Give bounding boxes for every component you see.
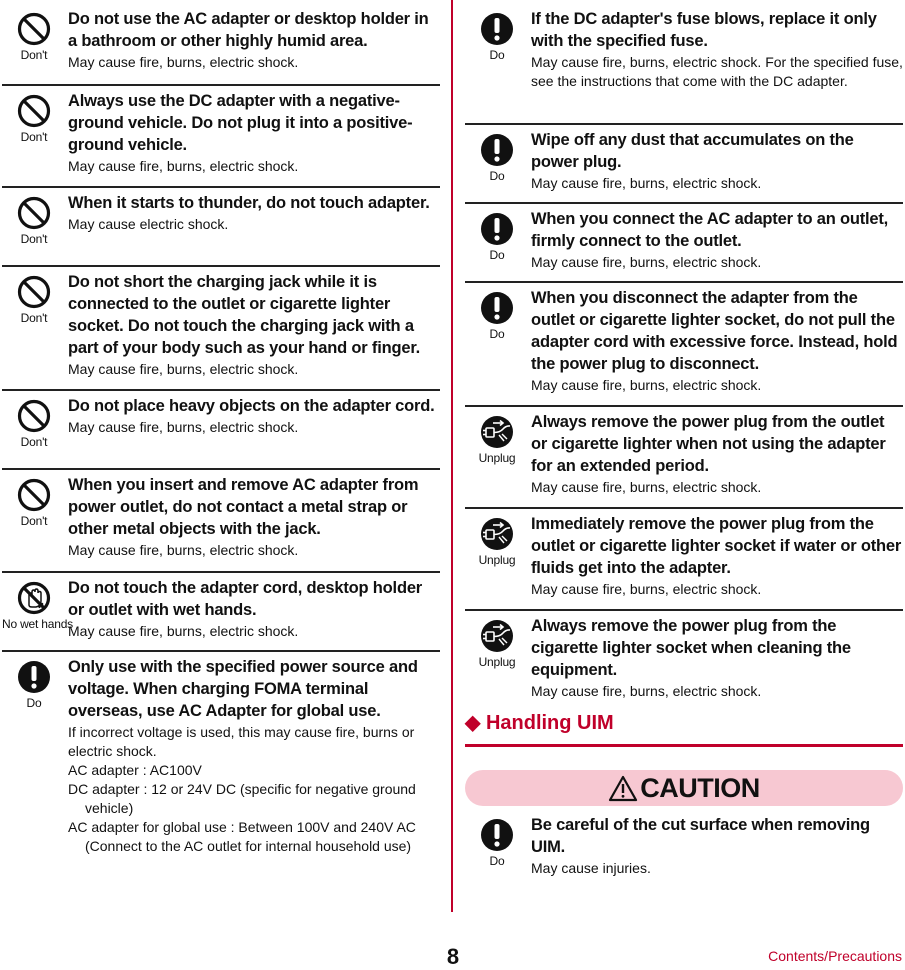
icon-label: Don't: [20, 311, 48, 325]
item-description: May cause fire, burns, electric shock.: [68, 419, 299, 435]
spec-item: AC adapter : AC100V: [68, 762, 202, 778]
mandatory-icon: [480, 133, 514, 167]
precaution-item: [2, 468, 440, 571]
item-title: When you insert and remove AC adapter from power outlet, do not contact a metal strap or other metal objects with the jack.: [68, 476, 419, 538]
no-wet-hands-icon: [17, 581, 51, 615]
item-description: May cause fire, burns, electric shock.: [531, 175, 762, 191]
page-number: 8: [446, 944, 460, 969]
icon-label: Do: [489, 169, 505, 183]
spec-item: AC adapter for global use : Between 100V and 240V AC (Connect to the AC outlet for internal household use): [68, 819, 416, 854]
icon-label: Unplug: [478, 655, 516, 669]
precaution-item: [465, 4, 903, 121]
icon-label: Don't: [20, 130, 48, 144]
precaution-item: [465, 405, 903, 507]
item-title: Always remove the power plug from the cigarette lighter socket when cleaning the equipment.: [531, 617, 851, 679]
precaution-item: [2, 650, 440, 882]
icon-label: No wet hands: [2, 617, 73, 631]
item-title: If the DC adapter's fuse blows, replace it only with the specified fuse.: [531, 10, 877, 50]
voltage-spec-list: [68, 761, 440, 856]
unplug-icon: [480, 619, 514, 653]
item-title: Do not use the AC adapter or desktop holder in a bathroom or other highly humid area.: [68, 10, 429, 50]
prohibition-icon: [17, 94, 51, 128]
item-title: Wipe off any dust that accumulates on the power plug.: [531, 131, 854, 171]
icon-label: Don't: [20, 232, 48, 246]
precaution-item: [465, 281, 903, 405]
item-title: Do not touch the adapter cord, desktop holder or outlet with wet hands.: [68, 579, 423, 619]
mandatory-icon: [17, 660, 51, 694]
item-title: Always use the DC adapter with a negative-ground vehicle. Do not plug it into a positive-ground vehicle.: [68, 92, 413, 154]
item-title: Do not short the charging jack while it is connected to the outlet or cigarette lighter socket. Do not touch the charging jack with a part of your body such as your hand or finger.: [68, 273, 421, 357]
precaution-item: [2, 571, 440, 650]
warning-triangle-icon: [608, 775, 638, 802]
prohibition-icon: [17, 478, 51, 512]
icon-label: Unplug: [478, 451, 516, 465]
icon-label: Unplug: [478, 553, 516, 567]
icon-label: Don't: [20, 435, 48, 449]
item-description: May cause injuries.: [531, 860, 651, 876]
item-title: Do not place heavy objects on the adapter cord.: [68, 397, 435, 415]
prohibition-icon: [17, 12, 51, 46]
spec-item: DC adapter : 12 or 24V DC (specific for negative ground vehicle): [68, 781, 416, 816]
item-title: When you disconnect the adapter from the outlet or cigarette lighter socket, do not pull the adapter cord with excessive force. Instead, hold the power plug to disconnect.: [531, 289, 898, 373]
icon-label: Don't: [20, 48, 48, 62]
item-description: May cause fire, burns, electric shock. For the specified fuse, see the instructions that come with the DC adapter.: [531, 54, 903, 89]
icon-label: Do: [489, 854, 505, 868]
precaution-item: [2, 84, 440, 186]
item-description: May cause fire, burns, electric shock.: [68, 158, 299, 174]
caution-banner: [465, 770, 903, 806]
section-heading: ◆ Handling UIM: [465, 712, 614, 734]
item-title: Only use with the specified power source and voltage. When charging FOMA terminal overseas, use AC Adapter for global use.: [68, 658, 418, 720]
icon-label: Do: [26, 696, 42, 710]
item-description: May cause fire, burns, electric shock.: [68, 361, 299, 377]
item-title: Be careful of the cut surface when removing UIM.: [531, 816, 870, 856]
item-description: May cause fire, burns, electric shock.: [531, 581, 762, 597]
item-title: Always remove the power plug from the outlet or cigarette lighter when not using the adapter for an extended period.: [531, 413, 886, 475]
prohibition-icon: [17, 275, 51, 309]
item-description: If incorrect voltage is used, this may cause fire, burns or electric shock.: [68, 724, 415, 759]
mandatory-icon: [480, 291, 514, 325]
precaution-item: [465, 609, 903, 706]
item-title: When it starts to thunder, do not touch adapter.: [68, 194, 430, 212]
item-description: May cause electric shock.: [68, 216, 229, 232]
item-title: Immediately remove the power plug from the outlet or cigarette lighter socket if water or other fluids get into the adapter.: [531, 515, 902, 577]
precaution-item: [465, 202, 903, 281]
icon-label: Don't: [20, 514, 48, 528]
precaution-item: [465, 507, 903, 609]
prohibition-icon: [17, 399, 51, 433]
precaution-item: [2, 4, 440, 82]
icon-label: Do: [489, 327, 505, 341]
mandatory-icon: [480, 212, 514, 246]
item-description: May cause fire, burns, electric shock.: [531, 377, 762, 393]
column-divider: [451, 0, 453, 912]
prohibition-icon: [17, 196, 51, 230]
icon-label: Do: [489, 48, 505, 62]
caution-label: CAUTION: [640, 772, 760, 803]
item-description: May cause fire, burns, electric shock.: [531, 254, 762, 270]
item-title: When you connect the AC adapter to an outlet, firmly connect to the outlet.: [531, 210, 889, 250]
item-description: May cause fire, burns, electric shock.: [68, 623, 299, 639]
item-description: May cause fire, burns, electric shock.: [531, 479, 762, 495]
precaution-item: [465, 810, 903, 890]
unplug-icon: [480, 517, 514, 551]
mandatory-icon: [480, 12, 514, 46]
unplug-icon: [480, 415, 514, 449]
mandatory-icon: [480, 818, 514, 852]
section-rule: [465, 744, 903, 747]
icon-label: Do: [489, 248, 505, 262]
contents-precautions-link[interactable]: Contents/Precautions: [768, 948, 902, 964]
precaution-item: [465, 123, 903, 202]
precaution-item: [2, 389, 440, 468]
item-description: May cause fire, burns, electric shock.: [68, 542, 299, 558]
precaution-item: [2, 265, 440, 389]
precaution-item: [2, 186, 440, 265]
item-description: May cause fire, burns, electric shock.: [68, 54, 299, 70]
item-description: May cause fire, burns, electric shock.: [531, 683, 762, 699]
